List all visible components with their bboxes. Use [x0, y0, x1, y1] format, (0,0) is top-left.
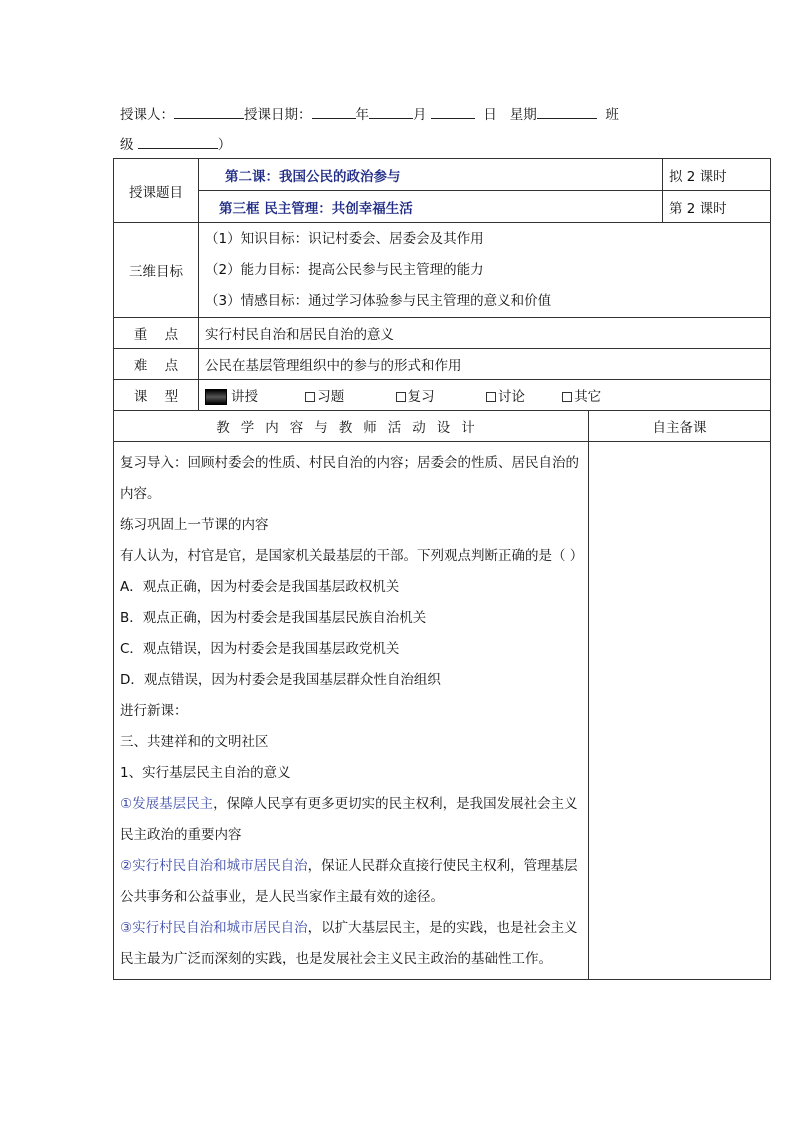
planned-hours: 拟 2 课时 [663, 159, 771, 191]
answer-option: D．观点错误，因为村委会是我国基层群众性自治组织 [120, 672, 441, 688]
checkbox-icon [562, 392, 572, 402]
close-paren: ） [217, 137, 232, 153]
point-text: ，保障人民享有更多更切实的民主权利，是我国发展社会主义民主政治的重要内容 [120, 796, 578, 843]
class-label-1: 班 [605, 107, 619, 123]
class-label-2: 级 [120, 137, 134, 153]
review-text: 复习导入：回顾村委会的性质、村民自治的内容；居委会的性质、居民自治的内容。 [120, 455, 579, 502]
question-text: 有人认为，村官是官，是国家机关最基层的干部。下列观点判断正确的是（ ） [120, 548, 584, 564]
type-option-label: 复习 [407, 389, 435, 405]
type-option-label: 习题 [317, 389, 345, 405]
month-blank[interactable] [369, 102, 413, 119]
type-option-lecture[interactable] [205, 385, 301, 405]
point-paragraph [120, 851, 582, 913]
month-label: 月 [413, 107, 427, 123]
point-highlight: ①发展基层民主 [120, 796, 214, 812]
type-option-label: 讲授 [231, 389, 258, 405]
type-option-exercise[interactable] [305, 385, 391, 405]
lesson-title: 第二课：我国公民的政治参与 [199, 159, 663, 191]
date-label: 授课日期： [244, 107, 312, 123]
checkbox-icon [305, 392, 315, 402]
key-point-text: 实行村民自治和居民自治的意义 [199, 318, 771, 349]
goal-item: （3）情感目标：通过学习体验参与民主管理的意义和价值 [205, 292, 552, 309]
class-blank[interactable] [138, 132, 218, 149]
lesson-content [114, 442, 589, 980]
point-paragraph [120, 913, 582, 975]
type-option-discussion[interactable] [486, 385, 558, 405]
teacher-blank[interactable] [174, 102, 244, 119]
type-option-other[interactable] [562, 385, 622, 405]
lesson-header [120, 100, 700, 160]
point-highlight: ③实行村民自治和城市居民自治 [120, 920, 308, 936]
year-blank[interactable] [312, 102, 356, 119]
goal-item: （2）能力目标：提高公民参与民主管理的能力 [205, 261, 484, 278]
point-paragraph [120, 789, 582, 851]
design-header: 教学内容与教师活动设计 [114, 411, 589, 442]
goals-list [199, 223, 771, 318]
goals-label: 三维目标 [114, 223, 199, 318]
weekday-blank[interactable] [537, 102, 597, 119]
checkbox-icon [486, 392, 496, 402]
day-blank[interactable] [431, 102, 475, 119]
answer-option: A．观点正确，因为村委会是我国基层政权机关 [120, 579, 400, 595]
self-prep-area[interactable] [589, 442, 771, 980]
point-text: ，保证人民群众直接行使民主权利，管理基层公共事务和公益事业，是人民当家作主最有效的途径。 [120, 858, 578, 905]
type-option-label: 讨论 [497, 389, 525, 405]
type-option-review[interactable] [396, 385, 482, 405]
topic-label: 授课题目 [114, 159, 199, 223]
section-heading: 三、共建祥和的文明社区 [120, 734, 269, 750]
lesson-type-options [199, 380, 771, 411]
subsection-heading: 1、实行基层民主自治的意义 [120, 765, 291, 781]
answer-option: B．观点正确，因为村委会是我国基层民族自治机关 [120, 610, 427, 626]
key-point-label: 重 点 [114, 318, 199, 349]
checked-box-icon [205, 389, 227, 405]
self-prep-header: 自主备课 [589, 411, 771, 442]
teacher-label: 授课人： [120, 107, 174, 123]
goal-item: （1）知识目标：识记村委会、居委会及其作用 [205, 230, 484, 247]
point-text: ，以扩大基层民主，是的实践，也是社会主义民主最为广泛而深刻的实践，也是发展社会主义民主政治的基础性工作。 [120, 920, 578, 967]
point-highlight: ②实行村民自治和城市居民自治 [120, 858, 308, 874]
year-label: 年 [355, 107, 369, 123]
checkbox-icon [396, 392, 406, 402]
lesson-plan-table [113, 158, 771, 980]
practice-text: 练习巩固上一节课的内容 [120, 517, 269, 533]
lesson-type-label: 课 型 [114, 380, 199, 411]
day-label: 日 [483, 107, 497, 123]
difficulty-label: 难 点 [114, 349, 199, 380]
answer-option: C．观点错误，因为村委会是我国基层政党机关 [120, 641, 400, 657]
new-lesson-text: 进行新课： [120, 703, 188, 719]
current-hour: 第 2 课时 [663, 191, 771, 223]
frame-title: 第三框 民主管理：共创幸福生活 [199, 191, 663, 223]
weekday-label: 星期 [509, 107, 537, 123]
type-option-label: 其它 [574, 389, 602, 405]
difficulty-text: 公民在基层管理组织中的参与的形式和作用 [199, 349, 771, 380]
